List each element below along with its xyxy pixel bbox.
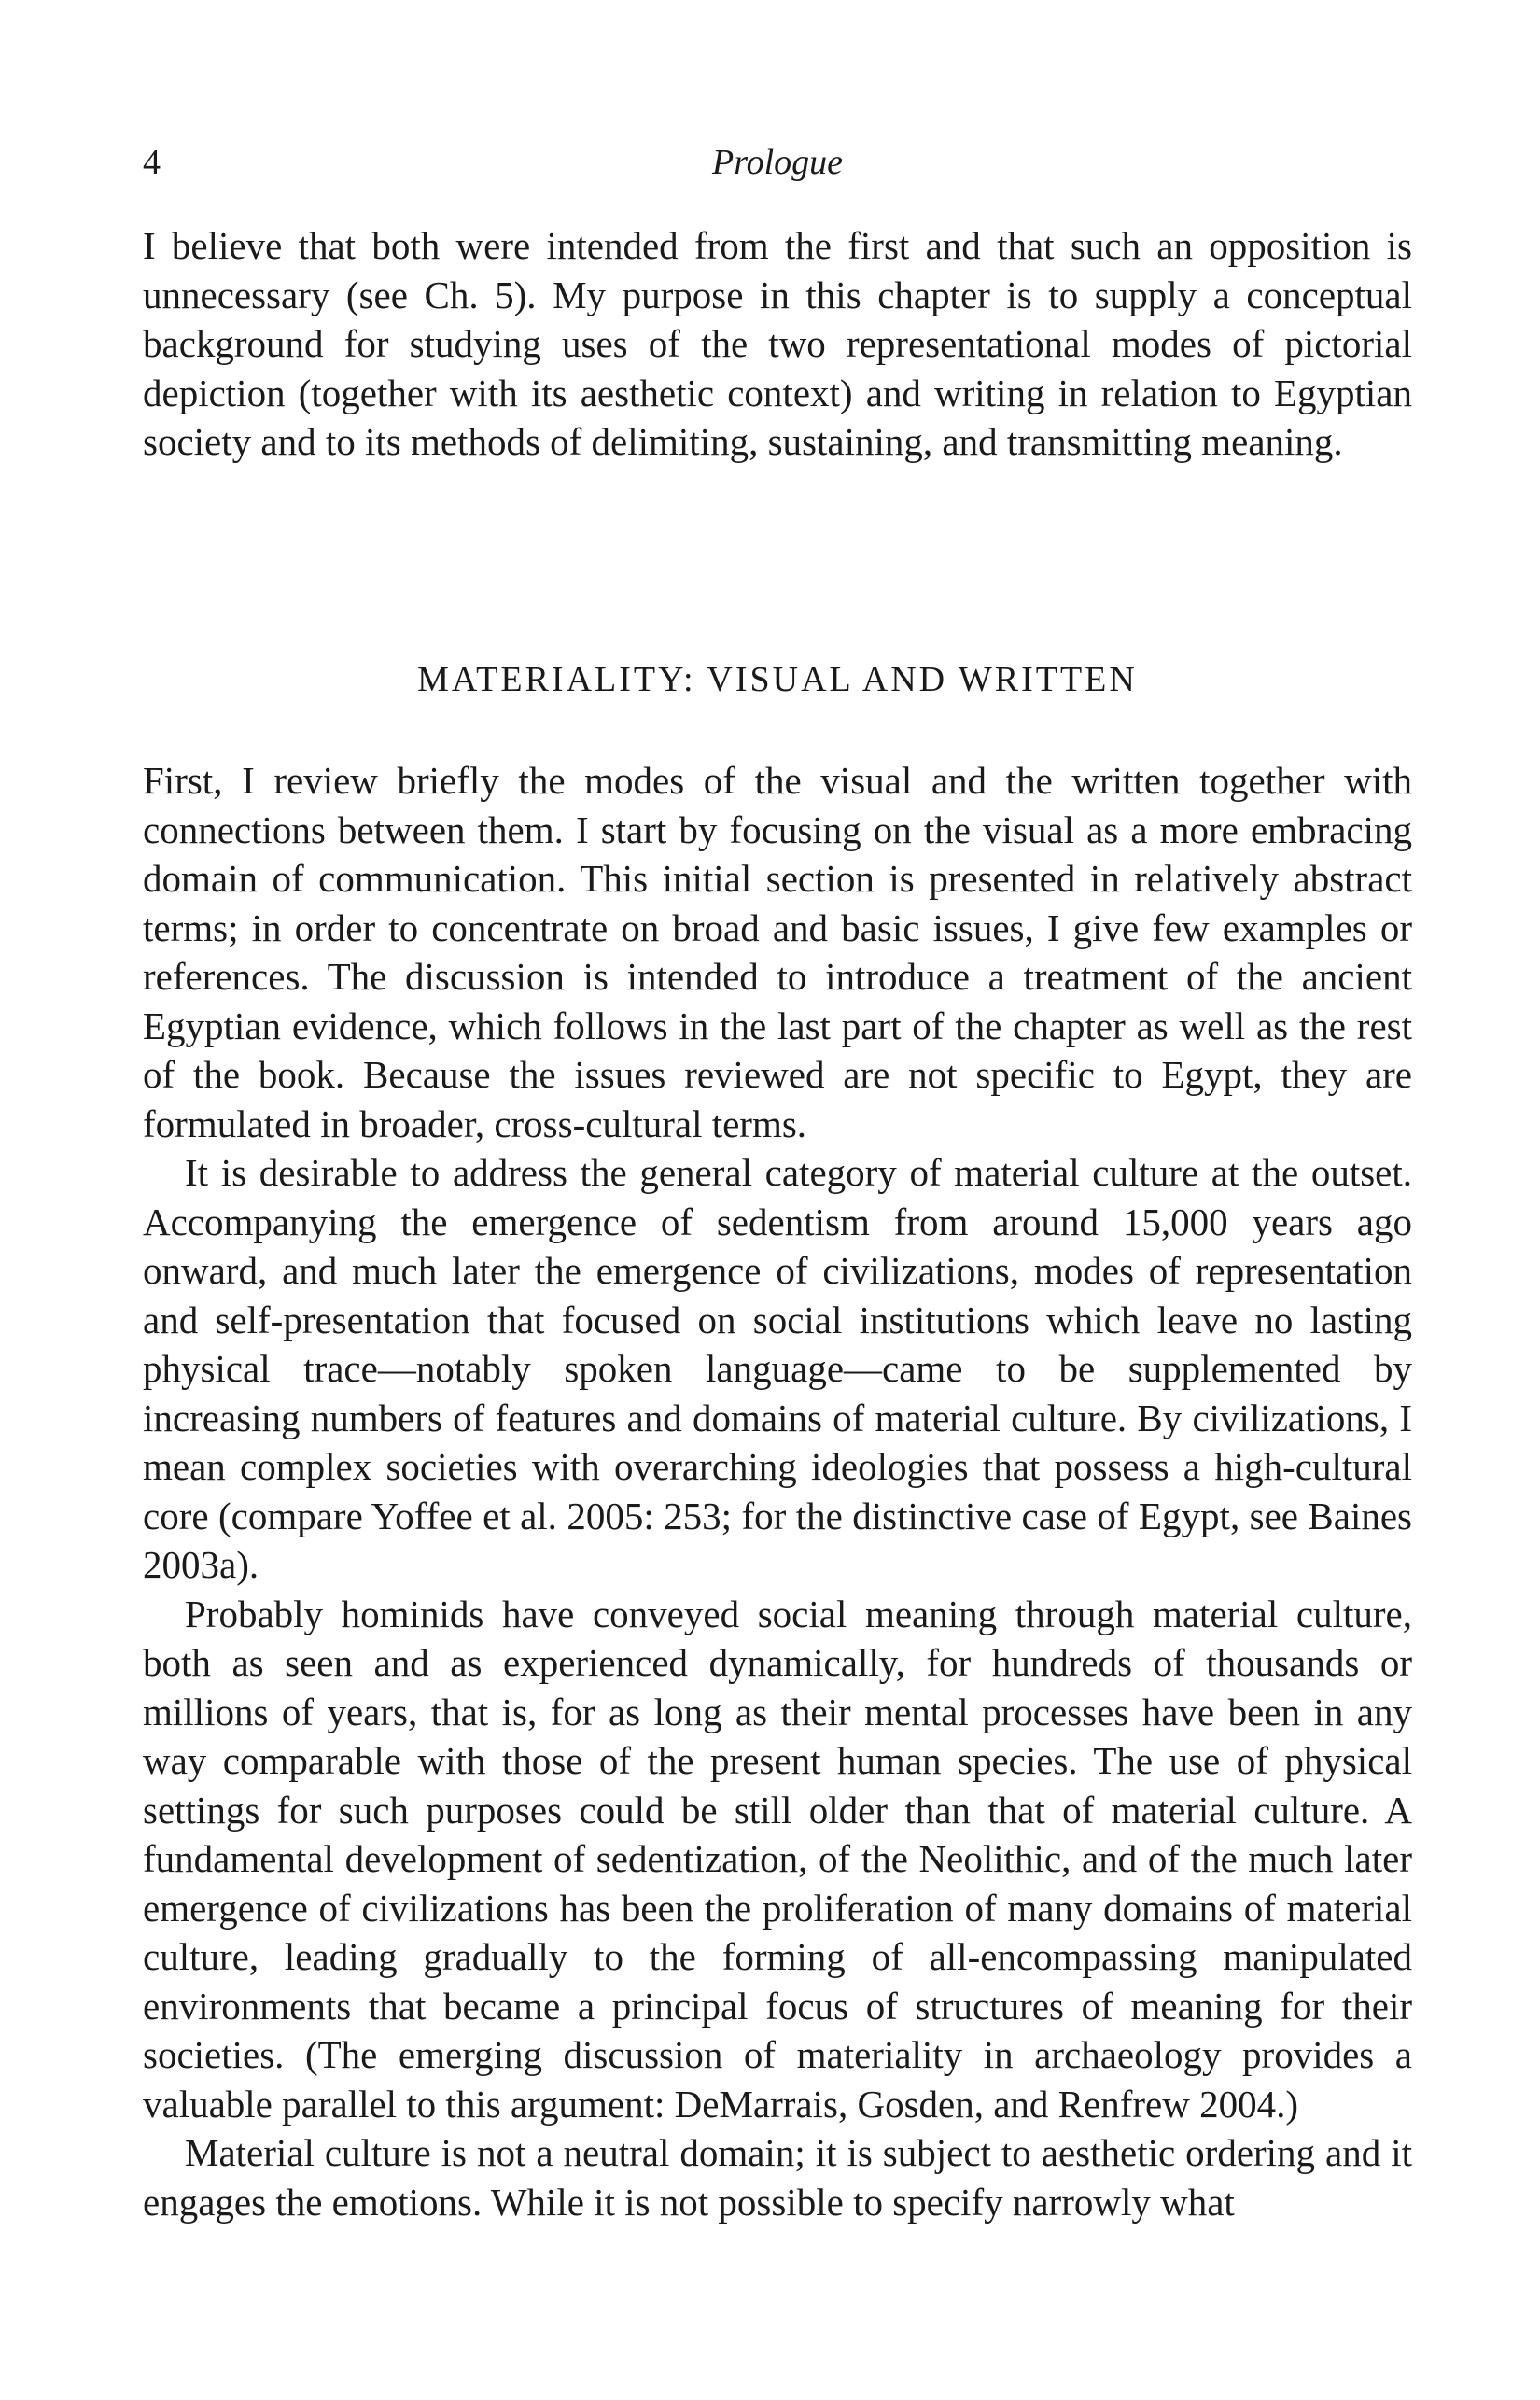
page-number: 4 <box>143 143 161 182</box>
intro-text-block <box>143 221 1412 467</box>
intro-paragraph: I believe that both were intended from the first and that such an opposition is unnecessary (see Ch. 5). My purpose in this chapter is to supply a conceptual background for studying uses of the two representational modes of pictorial depiction (together with its aesthetic context) and writing in relation to Egyptian society and to its methods of delimiting, sustaining, and transmitting meaning. <box>143 224 1412 463</box>
paragraph-2: It is desirable to address the general category of material culture at the outset. Accompanying the emergence of sedentism from around 15,000 years ago onward, and much later the emergence of civilizations, modes of representation and self-presentation that focused on social institutions which leave no lasting physical trace—notably spoken language—came to be supplemented by increasing numbers of features and domains of material culture. By civilizations, I mean complex societies with overarching ideologies that possess a high-cultural core (compare Yoffee et al. 2005: 253; for the distinctive case of Egypt, see Baines 2003a). <box>143 1151 1412 1586</box>
running-title: Prologue <box>711 143 843 182</box>
section-text-block <box>143 756 1412 2226</box>
section-heading: MATERIALITY: VISUAL AND WRITTEN <box>417 660 1138 699</box>
running-head <box>143 140 1412 187</box>
paragraph-1: First, I review briefly the modes of the visual and the written together with connections between them. I start by focusing on the visual as a more embracing domain of communication. This initial section is presented in relatively abstract terms; in order to concentrate on broad and basic issues, I give few examples or references. The discussion is intended to introduce a treatment of the ancient Egyptian evidence, which follows in the last part of the chapter as well as the rest of the book. Because the issues reviewed are not specific to Egypt, they are formulated in broader, cross-cultural terms. <box>143 759 1412 1145</box>
paragraph-3: Probably hominids have conveyed social meaning through material culture, both as seen and as experienced dynamically, for hundreds of thousands or millions of years, that is, for as long as their mental processes have been in any way comparable with those of the present human species. The use of physical settings for such purposes could be still older than that of material culture. A fundamental development of sedentization, of the Neolithic, and of the much later emergence of civilizations has been the proliferation of many domains of material culture, leading gradually to the forming of all-encompassing manipulated environments that became a principal focus of structures of meaning for their societies. (The emerging discussion of materiality in archaeology provides a valuable parallel to this argument: DeMarrais, Gosden, and Renfrew 2004.) <box>143 1592 1412 2126</box>
paragraph-4: Material culture is not a neutral domain; it is subject to aesthetic ordering and it engages the emotions. While it is not possible to specify narrowly what <box>143 2131 1412 2224</box>
